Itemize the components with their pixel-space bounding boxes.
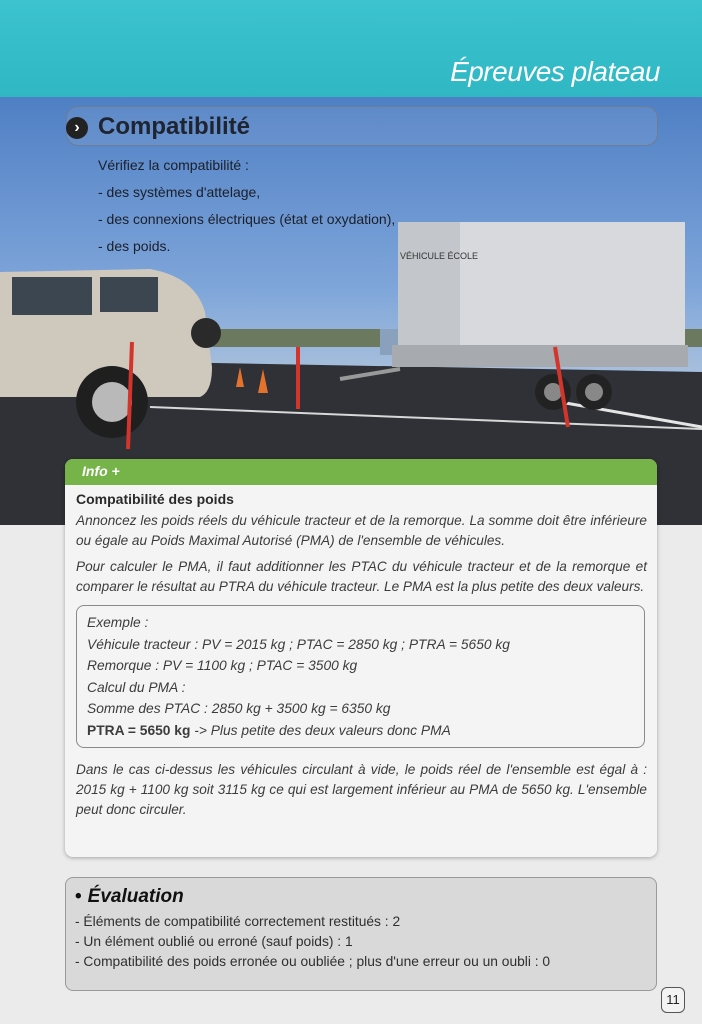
- example-strong: PTRA = 5650 kg: [87, 722, 191, 738]
- page-title: Épreuves plateau: [450, 56, 660, 87]
- evaluation-item: - Éléments de compatibilité correctement restitués : 2: [75, 914, 401, 929]
- header-band: [0, 0, 702, 97]
- example-line: Remorque : PV = 1100 kg ; PTAC = 3500 kg: [87, 658, 358, 673]
- info-heading: Info +: [65, 459, 657, 485]
- evaluation-item: - Compatibilité des poids erronée ou oubliée ; plus d'une erreur ou un oubli : 0: [75, 954, 551, 969]
- intro-line: - des systèmes d'attelage,: [98, 184, 261, 200]
- intro-line: - des poids.: [98, 238, 171, 254]
- info-paragraph: Dans le cas ci-dessus les véhicules circulant à vide, le poids réel de l'ensemble est égal à : 2015 kg + 1100 kg soit 3115 kg ce qui est largement inférieur au PMA de 5650 kg. L'ensemble peut donc circuler.: [76, 762, 647, 817]
- example-line: Somme des PTAC : 2850 kg + 3500 kg = 6350 kg: [87, 701, 391, 716]
- evaluation-title: [75, 886, 656, 908]
- chevron-right-icon: ›: [66, 117, 88, 139]
- evaluation-box: [65, 877, 657, 991]
- intro-text: [98, 152, 518, 260]
- info-paragraph: Pour calculer le PMA, il faut additionner les PTAC du véhicule tracteur et de la remorque et comparer le résultat au PTRA du véhicule tracteur. Le PMA est la plus petite des deux valeurs.: [76, 559, 647, 594]
- example-line: Véhicule tracteur : PV = 2015 kg ; PTAC = 2850 kg ; PTRA = 5650 kg: [87, 636, 510, 652]
- page-number: 11: [661, 987, 685, 1013]
- example-box: [76, 605, 645, 748]
- info-body: [65, 485, 657, 820]
- trailer-label-text: VÉHICULE ÉCOLE: [400, 251, 479, 261]
- section-title: Compatibilité: [98, 113, 251, 140]
- info-subtitle: Compatibilité des poids: [76, 491, 234, 507]
- evaluation-item: - Un élément oublié ou erroné (sauf poids) : 1: [75, 934, 353, 949]
- evaluation-title-text: Évaluation: [87, 886, 184, 907]
- example-line: [87, 720, 634, 742]
- bullet-icon: •: [75, 886, 82, 907]
- info-paragraph: Annoncez les poids réels du véhicule tracteur et de la remorque. La somme doit être inférieure ou égale au Poids Maximal Autorisé (PMA) de l'ensemble de véhicules.: [76, 513, 647, 548]
- info-box: [65, 459, 657, 857]
- example-rest: -> Plus petite des deux valeurs donc PMA: [190, 722, 451, 738]
- example-line: Calcul du PMA :: [87, 679, 186, 695]
- intro-line: - des connexions électriques (état et oxydation),: [98, 211, 396, 227]
- example-label: Exemple :: [87, 615, 149, 630]
- intro-line: Vérifiez la compatibilité :: [98, 157, 249, 173]
